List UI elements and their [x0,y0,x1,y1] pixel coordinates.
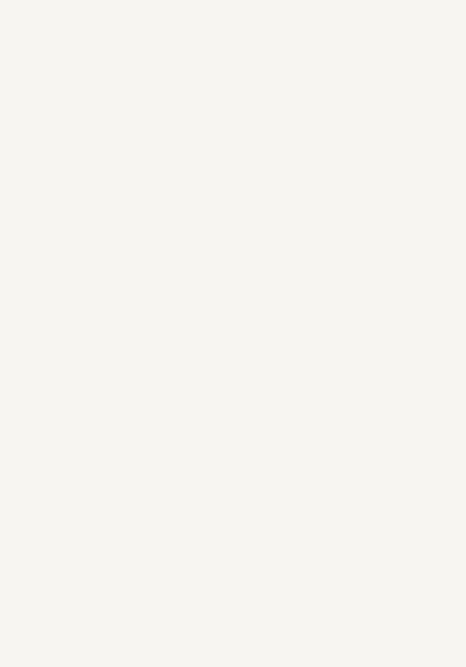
running-head [57,0,408,27]
